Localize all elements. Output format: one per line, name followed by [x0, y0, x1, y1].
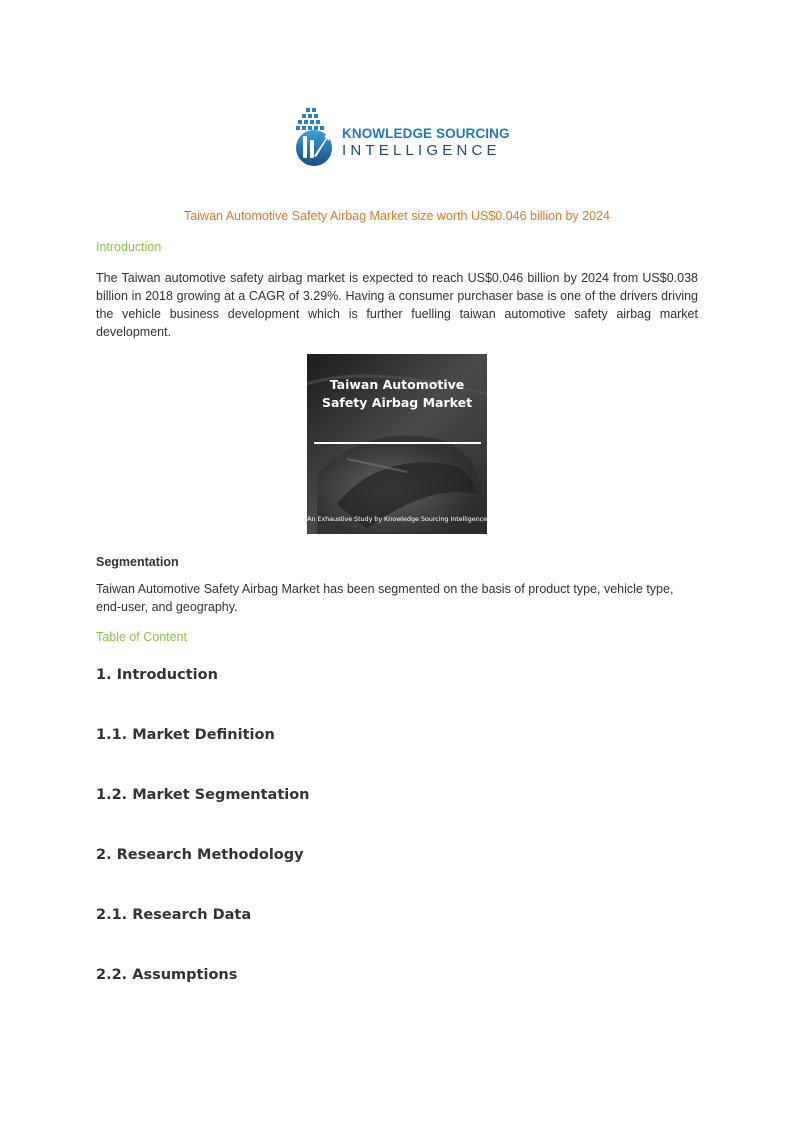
report-cover-image	[307, 354, 487, 534]
logo-icon	[290, 106, 338, 166]
toc-item: 2.2. Assumptions	[96, 967, 238, 983]
company-logo	[290, 106, 510, 166]
cover-footer: An Exhaustive Study by Knowledge Sourcing Intelligence	[307, 515, 487, 523]
toc-heading: Table of Content	[96, 630, 188, 644]
introduction-text: The Taiwan automotive safety airbag market is expected to reach US$0.046 billion by 2024 from US$0.038 billion in 2018 growing at a CAGR of 3.29%. Having a consumer purchaser base is one of the drivers driving the vehicle business development which is further fuelling taiwan automotive safety airbag market development.	[96, 271, 698, 339]
toc-item: 2. Research Methodology	[96, 847, 304, 863]
toc-item: 1.1. Market Definition	[96, 727, 275, 743]
toc-item: 2.1. Research Data	[96, 907, 252, 923]
introduction-heading: Introduction	[96, 240, 162, 254]
logo-text-line1: KNOWLEDGE SOURCING	[342, 126, 510, 141]
toc-item: 1.2. Market Segmentation	[96, 787, 310, 803]
cover-divider	[314, 442, 481, 444]
segmentation-heading: Segmentation	[96, 555, 179, 569]
cover-title: Taiwan Automotive Safety Airbag Market	[321, 377, 473, 410]
page-title: Taiwan Automotive Safety Airbag Market size worth US$0.046 billion by 2024	[184, 209, 610, 223]
logo-text-line2: INTELLIGENCE	[342, 142, 501, 159]
segmentation-text: Taiwan Automotive Safety Airbag Market has been segmented on the basis of product type, vehicle type, end-user, and geography.	[96, 582, 674, 614]
toc-item: 1. Introduction	[96, 667, 218, 683]
